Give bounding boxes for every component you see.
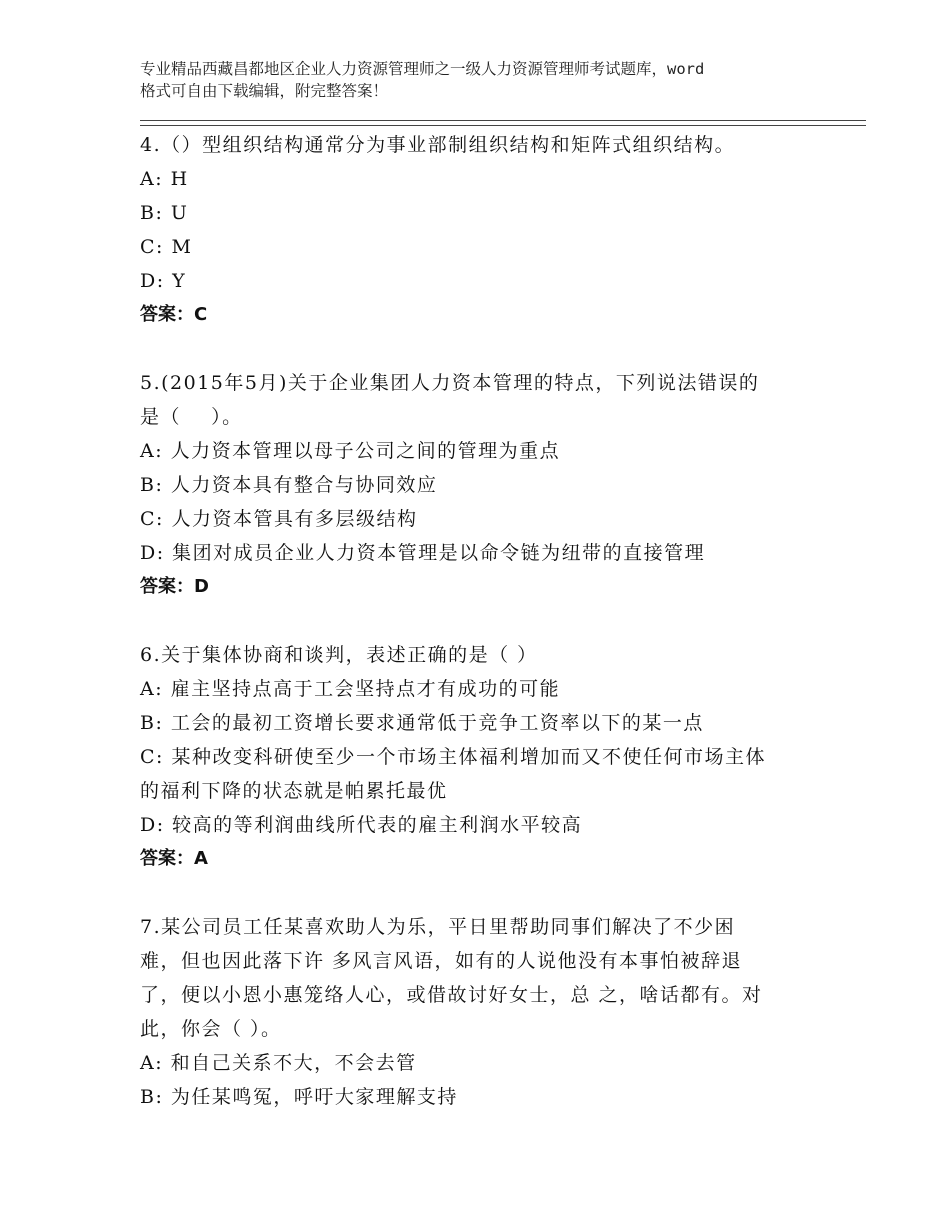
option-a: A: 人力资本管理以母子公司之间的管理为重点 — [140, 440, 561, 462]
option-d: D: Y — [140, 270, 187, 292]
option-c: C: 人力资本管具有多层级结构 — [140, 508, 418, 530]
answer: 答案：D — [140, 576, 209, 597]
option-d: D: 集团对成员企业人力资本管理是以命令链为纽带的直接管理 — [140, 542, 706, 564]
question-4 — [140, 128, 830, 332]
option-d: D: 较高的等利润曲线所代表的雇主利润水平较高 — [140, 814, 583, 836]
question-text: 此，你会（ ）。 — [140, 1018, 282, 1040]
option-b: B: 工会的最初工资增长要求通常低于竞争工资率以下的某一点 — [140, 712, 704, 734]
answer: 答案：C — [140, 304, 208, 325]
option-a: A: 和自己关系不大，不会去管 — [140, 1052, 417, 1074]
header-divider — [140, 120, 866, 126]
question-text: 4.（）型组织结构通常分为事业部制组织结构和矩阵式组织结构。 — [140, 134, 736, 156]
option-b: B: 人力资本具有整合与协同效应 — [140, 474, 438, 496]
option-b: B: 为任某鸣冤，呼吁大家理解支持 — [140, 1086, 458, 1108]
answer: 答案：A — [140, 848, 208, 869]
document-header — [140, 58, 830, 102]
question-text: 7.某公司员工任某喜欢助人为乐，平日里帮助同事们解决了不少困 — [140, 916, 736, 938]
question-text: 了，便以小恩小惠笼络人心，或借故讨好女士，总 之，啥话都有。对 — [140, 984, 763, 1006]
question-text: 难，但也因此落下许 多风言风语，如有的人说他没有本事怕被辞退 — [140, 950, 743, 972]
option-c-continued: 的福利下降的状态就是帕累托最优 — [140, 780, 448, 802]
header-line-2: 格式可自由下载编辑，附完整答案！ — [140, 82, 389, 100]
option-b: B: U — [140, 202, 189, 224]
question-5 — [140, 366, 830, 604]
option-c: C: 某种改变科研使至少一个市场主体福利增加而又不使任何市场主体 — [140, 746, 766, 768]
question-text: 是（ ）。 — [140, 406, 243, 428]
header-line-1: 专业精品西藏昌都地区企业人力资源管理师之一级人力资源管理师考试题库，word — [140, 60, 705, 78]
question-6 — [140, 638, 830, 876]
question-text: 6.关于集体协商和谈判，表述正确的是（ ） — [140, 644, 538, 666]
option-a: A: 雇主坚持点高于工会坚持点才有成功的可能 — [140, 678, 561, 700]
question-list — [140, 128, 830, 1148]
option-a: A: H — [140, 168, 189, 190]
option-c: C: M — [140, 236, 193, 258]
question-7 — [140, 910, 830, 1114]
question-text: 5.(2015年5月)关于企业集团人力资本管理的特点，下列说法错误的 — [140, 372, 760, 394]
